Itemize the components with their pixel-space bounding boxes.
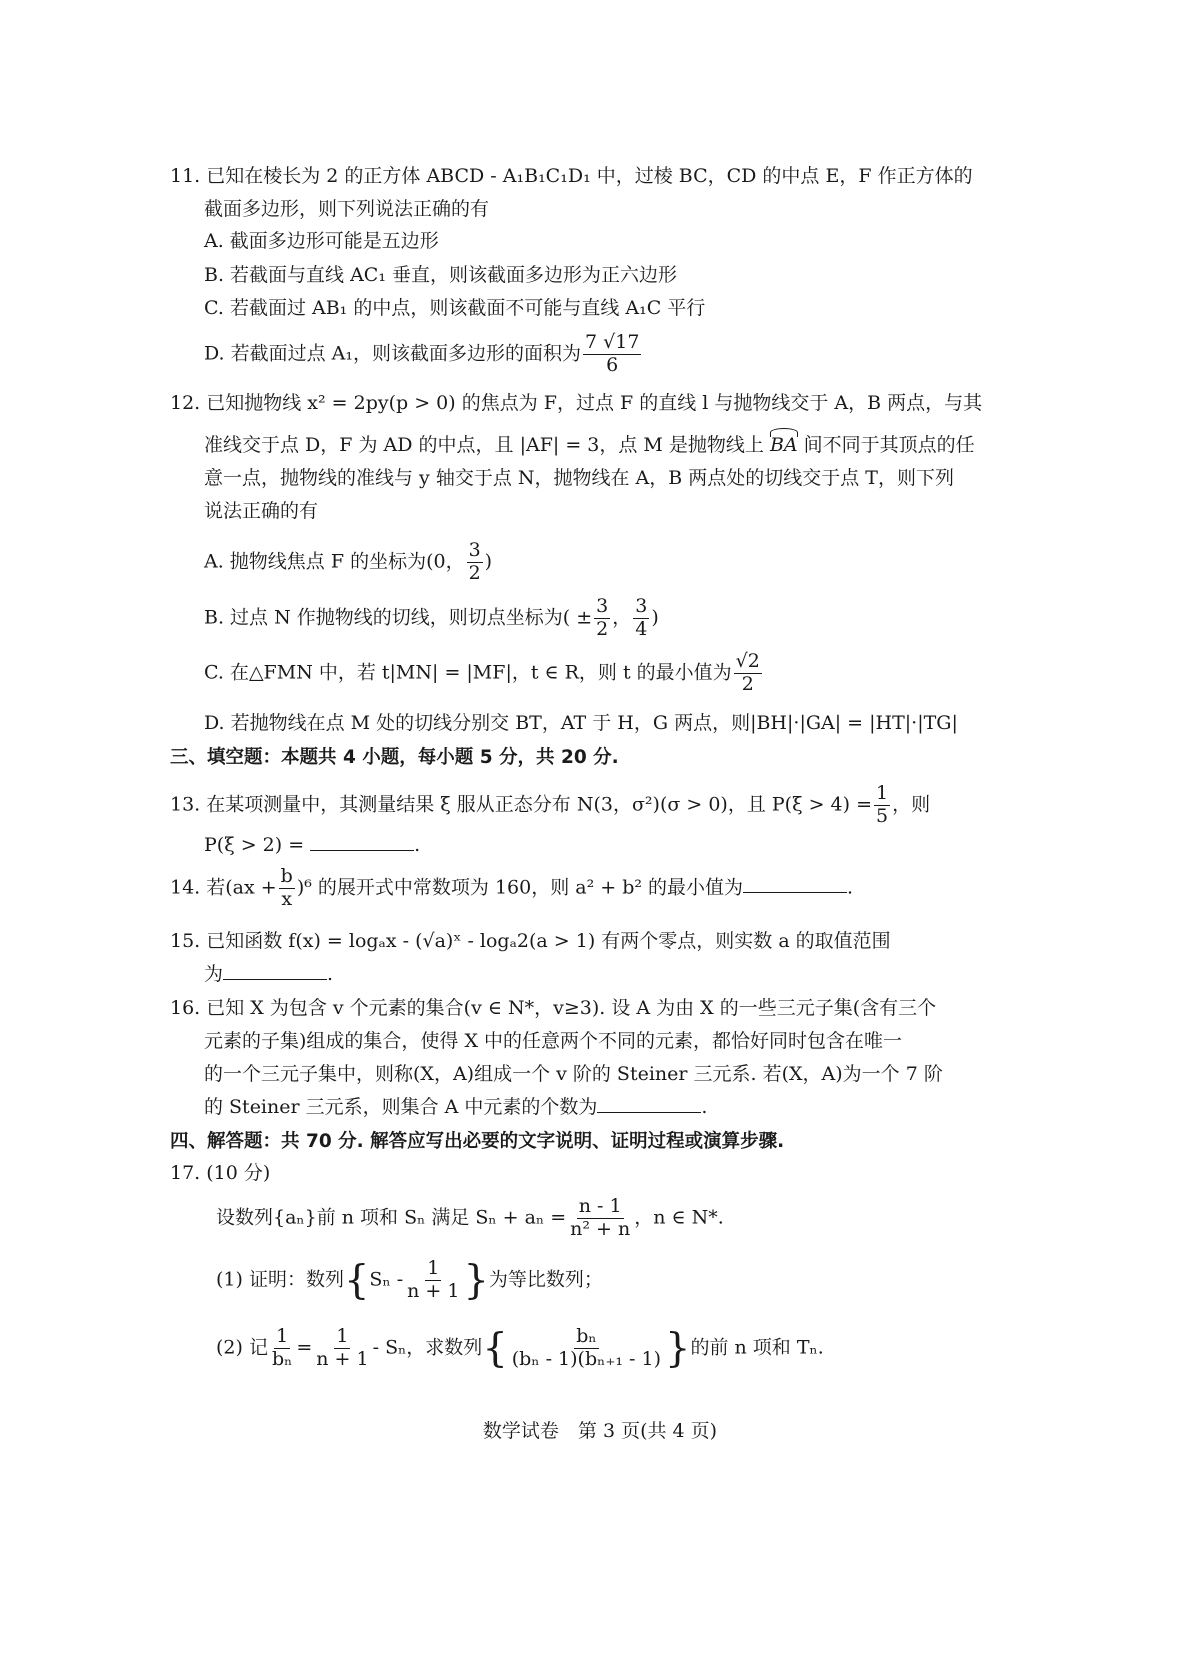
q15-line1: 15. 已知函数 f(x) = logₐx - (√a)ˣ - logₐ2(a > 1) 有两个零点，则实数 a 的取值范围	[170, 930, 891, 952]
q12-line2-text: 准线交于点 D，F 为 AD 的中点，且 |AF| = 3，点 M 是抛物线上	[204, 434, 770, 456]
fraction-numerator: 3	[468, 539, 481, 561]
q12-option-b-text: B. 过点 N 作抛物线的切线，则切点坐标为( ±	[204, 606, 593, 629]
q12-line4: 说法正确的有	[204, 500, 319, 522]
answer-blank[interactable]	[743, 876, 847, 893]
fraction-denominator: n² + n	[570, 1217, 631, 1240]
left-brace: {	[482, 1325, 508, 1372]
q17-part1-end: 为等比数列；	[488, 1268, 603, 1291]
q16-line3: 的一个三元子集中，则称(X，A)组成一个 v 阶的 Steiner 三元系. 若(X，A)为一个 7 阶	[204, 1063, 943, 1085]
q14-line	[170, 866, 853, 911]
q13-line2	[204, 834, 420, 858]
q17-part1	[216, 1258, 603, 1303]
q13-line2-text: P(ξ > 2) =	[204, 834, 305, 856]
fraction-numerator: 3	[635, 595, 648, 617]
q14-text-post: )⁶ 的展开式中常数项为 160，则 a² + b² 的最小值为	[296, 876, 744, 899]
q14-fraction	[279, 866, 295, 911]
answer-blank[interactable]	[597, 1096, 701, 1113]
answer-blank[interactable]	[310, 834, 414, 851]
q12-option-a	[204, 540, 492, 585]
fraction-numerator: 1	[876, 782, 889, 804]
fraction-numerator: √2	[735, 650, 760, 672]
q12-option-d: D. 若抛物线在点 M 处的切线分别交 BT，AT 于 H，G 两点，则|BH|·|GA| = |HT|·|TG|	[204, 712, 958, 734]
fraction-denominator: 2	[468, 561, 481, 584]
fraction-numerator: 1	[336, 1325, 349, 1347]
fraction-numerator: 7 √17	[585, 331, 640, 353]
fraction-denominator: 5	[876, 804, 889, 827]
fraction-denominator: 6	[606, 353, 619, 376]
q11-option-d	[204, 332, 643, 377]
q15-line2-text: 为	[204, 963, 224, 985]
q17-part1-inner: Sₙ -	[369, 1268, 404, 1291]
q16-line2: 元素的子集)组成的集合，使得 X 中的任意两个不同的元素，都恰好同时包含在唯一	[204, 1030, 903, 1052]
q12-line3: 意一点，抛物线的准线与 y 轴交于点 N，抛物线在 A，B 两点处的切线交于点 T，则下列	[204, 467, 954, 489]
q12-option-b-fraction2	[633, 596, 649, 641]
q12-option-b-fraction1	[594, 596, 610, 641]
q15-end: .	[327, 963, 334, 985]
q17-part2-fraction2	[314, 1326, 370, 1371]
fraction-numerator: 1	[427, 1257, 440, 1279]
fraction-denominator: (bₙ - 1)(bₙ₊₁ - 1)	[511, 1347, 662, 1370]
q17-given-text: 设数列{aₙ}前 n 项和 Sₙ 满足 Sₙ + aₙ =	[216, 1206, 567, 1229]
q17-part1-text: (1) 证明：数列	[216, 1268, 344, 1291]
q11-line2: 截面多边形，则下列说法正确的有	[204, 198, 490, 220]
q11-option-a: A. 截面多边形可能是五边形	[204, 230, 439, 252]
q17-part2-fraction3	[510, 1326, 663, 1371]
q17-part2-equals: =	[296, 1336, 313, 1359]
q13-line1-text: 13. 在某项测量中，其测量结果 ξ 服从正态分布 N(3，σ²)(σ > 0)，且 P(ξ > 4) =	[170, 793, 873, 816]
arc-ba: BA	[769, 434, 798, 456]
q17-part2-text: (2) 记	[216, 1336, 268, 1359]
q13-line2-end: .	[414, 834, 421, 856]
fraction-denominator: x	[281, 887, 293, 910]
fraction-numerator: 3	[596, 595, 609, 617]
fraction-denominator: bₙ	[271, 1347, 293, 1370]
q17-part2-end: 的前 n 项和 Tₙ.	[690, 1336, 824, 1359]
q17-given-fraction	[568, 1196, 632, 1241]
q12-line1: 12. 已知抛物线 x² = 2py(p > 0) 的焦点为 F，过点 F 的直线 l 与抛物线交于 A，B 两点，与其	[170, 392, 983, 414]
q11-line1: 11. 已知在棱长为 2 的正方体 ABCD - A₁B₁C₁D₁ 中，过棱 BC，CD 的中点 E，F 作正方体的	[170, 165, 973, 187]
q17-given-end: ，n ∈ N*.	[634, 1206, 724, 1229]
q16-line4	[204, 1096, 707, 1120]
q11-option-c: C. 若截面过 AB₁ 的中点，则该截面不可能与直线 A₁C 平行	[204, 297, 706, 319]
q11-option-d-fraction	[583, 332, 641, 377]
fraction-denominator: 4	[635, 617, 648, 640]
q17-part2-mid: - Sₙ，求数列	[372, 1336, 483, 1359]
q13-fraction	[874, 783, 890, 828]
q12-option-c-text: C. 在△FMN 中，若 t|MN| = |MF|，t ∈ R，则 t 的最小值为	[204, 661, 732, 684]
fraction-numerator: bₙ	[576, 1325, 597, 1347]
fraction-denominator: n + 1	[407, 1279, 460, 1302]
right-brace: }	[665, 1325, 691, 1372]
q12-line2-text-end: 间不同于其顶点的任	[797, 434, 975, 456]
q12-option-c	[204, 651, 764, 696]
fraction-denominator: 2	[741, 672, 754, 695]
q12-option-a-text: A. 抛物线焦点 F 的坐标为(0，	[204, 550, 465, 573]
q12-line2	[204, 434, 975, 458]
q12-option-a-fraction	[467, 540, 483, 585]
q12-option-b	[204, 596, 659, 641]
q16-line1: 16. 已知 X 为包含 v 个元素的集合(v ∈ N*，v≥3). 设 A 为由 X 的一些三元子集(含有三个	[170, 997, 937, 1019]
fraction-denominator: n + 1	[316, 1347, 369, 1370]
q12-option-a-end: )	[484, 550, 493, 573]
q16-line4-text: 的 Steiner 三元系，则集合 A 中元素的个数为	[204, 1096, 598, 1118]
fraction-numerator: b	[280, 865, 293, 887]
fraction-numerator: n - 1	[578, 1195, 622, 1217]
q17-given	[216, 1196, 724, 1241]
left-brace: {	[343, 1257, 370, 1304]
q16-end: .	[701, 1096, 708, 1118]
fraction-numerator: 1	[276, 1325, 289, 1347]
section-4-heading: 四、解答题：共 70 分. 解答应写出必要的文字说明、证明过程或演算步骤.	[170, 1131, 785, 1152]
right-brace: }	[463, 1257, 489, 1304]
q14-text-pre: 14. 若(ax +	[170, 876, 277, 899]
q15-line2	[204, 963, 333, 987]
fraction-denominator: 2	[596, 617, 609, 640]
q12-option-b-sep: ，	[612, 606, 632, 629]
q14-end: .	[847, 876, 854, 899]
q13-line1	[170, 783, 930, 828]
answer-blank[interactable]	[223, 963, 327, 980]
q17-part2	[216, 1326, 824, 1371]
q12-option-b-end: )	[651, 606, 659, 629]
q13-line1-end: ，则	[892, 793, 931, 816]
q11-option-b: B. 若截面与直线 AC₁ 垂直，则该截面多边形为正六边形	[204, 264, 677, 286]
q11-option-d-text: D. 若截面过点 A₁，则该截面多边形的面积为	[204, 342, 582, 365]
q17-part1-fraction	[405, 1258, 461, 1303]
section-3-heading: 三、填空题：本题共 4 小题，每小题 5 分，共 20 分.	[170, 747, 619, 768]
q17-heading: 17. (10 分)	[170, 1162, 271, 1184]
page-footer: 数学试卷 第 3 页(共 4 页)	[482, 1420, 718, 1442]
q12-option-c-fraction	[734, 651, 762, 696]
q17-part2-fraction1	[270, 1326, 294, 1371]
